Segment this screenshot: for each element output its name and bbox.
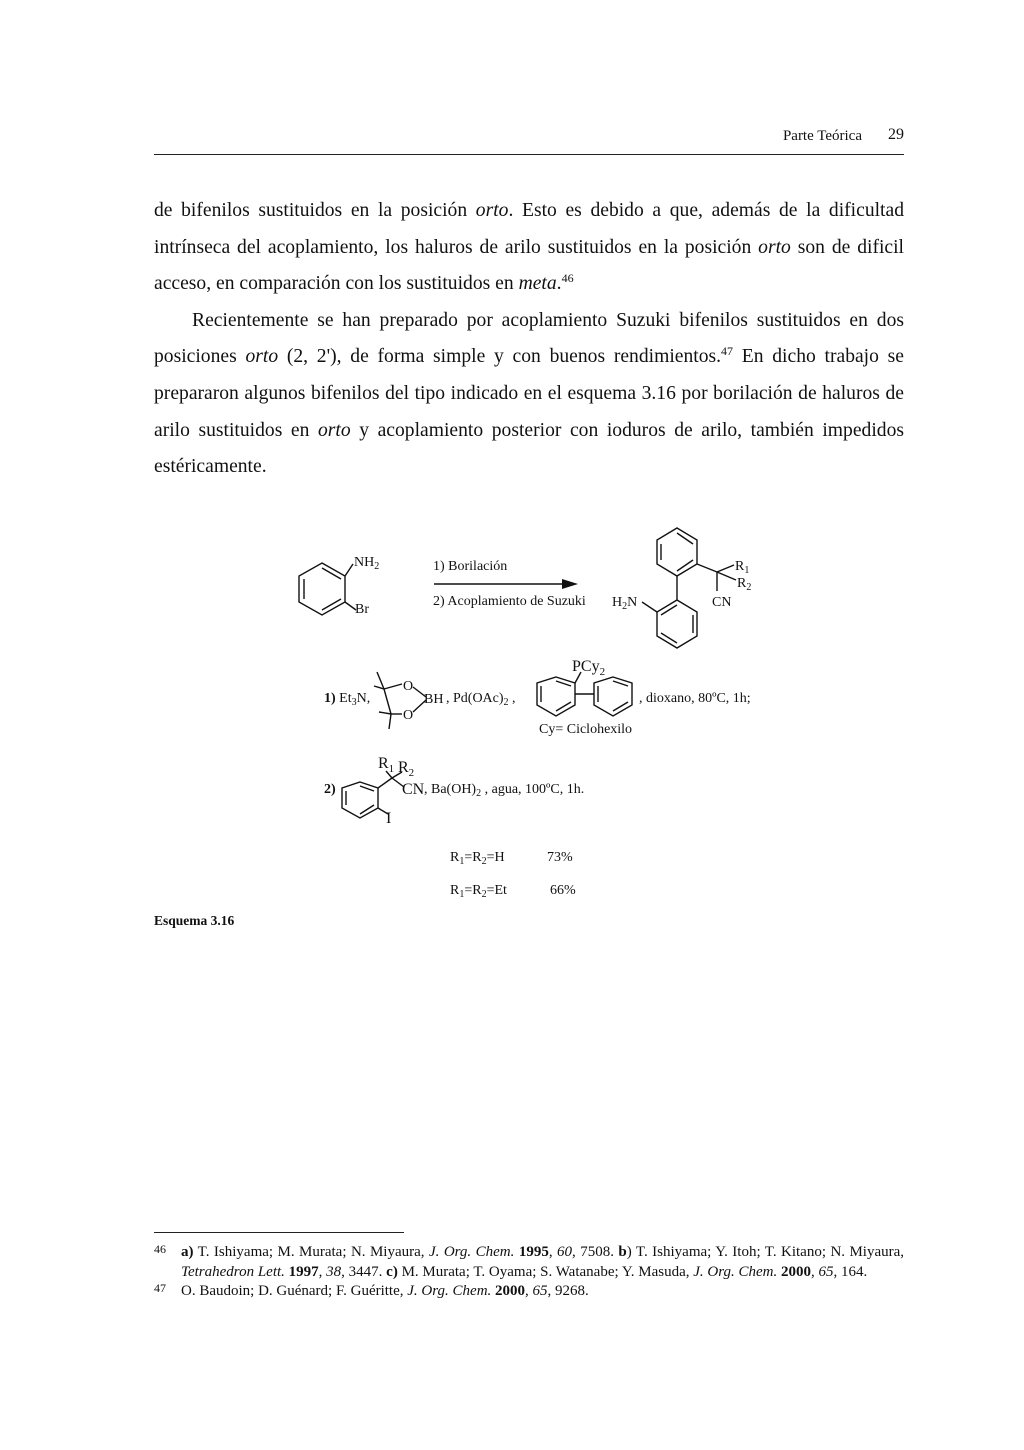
ref-journal: Tetrahedron Lett. bbox=[181, 1263, 285, 1280]
conditions-2-label: 2) bbox=[324, 782, 336, 797]
palladium-acetate: , $Pd(OAc)_2$ , bbox=[446, 691, 516, 708]
iodide-nitrile-label: CN bbox=[402, 781, 425, 798]
ref-separator: , bbox=[548, 1244, 558, 1260]
text-run: En dicho trabajo se prepararon algunos bifenilos del tipo indicado en el esquema 3.16 por borilación de haluros de arilo sustituidos en bbox=[154, 346, 904, 441]
iodine-label: I bbox=[386, 810, 392, 827]
footnote-rule bbox=[154, 1232, 404, 1233]
ref-journal: J. Org. Chem. bbox=[407, 1283, 492, 1299]
italic-run: orto bbox=[758, 236, 791, 258]
yield-substituents: $R_1=R_2=H$ bbox=[450, 850, 505, 867]
yield-substituents: $R_1=R_2=Et$ bbox=[450, 883, 507, 900]
benzene-ring-start bbox=[299, 563, 356, 615]
italic-run: orto bbox=[317, 419, 351, 441]
ref-separator: , bbox=[318, 1263, 327, 1280]
footnotes bbox=[154, 1243, 904, 1302]
footnote-47 bbox=[154, 1282, 904, 1302]
ref-year: 1997 bbox=[288, 1263, 319, 1280]
ref-year: 1995 bbox=[518, 1244, 549, 1260]
yield-value: 73% bbox=[547, 850, 573, 865]
ref-tag: a) bbox=[181, 1244, 194, 1260]
ref-year: 2000 bbox=[781, 1263, 812, 1280]
iodide-r2-label: $R_2$ bbox=[398, 759, 415, 779]
step-borylation: 1) Borilación bbox=[433, 559, 508, 574]
text-run: (2, 2'), de forma simple y con buenos rendimientos. bbox=[278, 346, 722, 368]
bromo-label: Br bbox=[355, 602, 369, 617]
footnote-mark: 47 bbox=[154, 1281, 166, 1295]
ref-volume: 60 bbox=[557, 1244, 573, 1260]
product-r1-label: $R_1$ bbox=[735, 559, 750, 576]
boronate-oxygen-2: O bbox=[403, 708, 414, 723]
conditions-2-tail: , $Ba(OH)_2$ , agua, 100ºC, 1h. bbox=[424, 782, 585, 799]
ref-pages: , 3447. bbox=[341, 1263, 387, 1280]
text-run: Recientemente se han preparado por acoplamiento Suzuki bifenilos sustituidos en dos posiciones bbox=[154, 309, 904, 368]
ref-authors: M. Murata; T. Oyama; S. Watanabe; Y. Masuda, bbox=[397, 1263, 694, 1280]
iodide-r1-label: $R_1$ bbox=[378, 755, 395, 775]
scheme-caption: Esquema 3.16 bbox=[154, 913, 235, 928]
step-suzuki-coupling: 2) Acoplamiento de Suzuki bbox=[433, 594, 586, 609]
header-section-title: Parte Teórica bbox=[782, 128, 862, 144]
product-r2-label: $R_2$ bbox=[737, 576, 752, 593]
ref-separator: , bbox=[811, 1263, 819, 1280]
boronate-oxygen-1: O bbox=[403, 679, 414, 694]
text-run: . bbox=[556, 273, 562, 295]
page-number: 29 bbox=[888, 126, 904, 143]
yield-row bbox=[450, 850, 573, 867]
footnote-ref-47[interactable]: 47 bbox=[721, 344, 734, 359]
benzene-ring-product-bottom bbox=[642, 600, 697, 648]
ref-authors: O. Baudoin; D. Guénard; F. Guéritte, bbox=[181, 1283, 408, 1299]
product-nitrile-label: CN bbox=[712, 595, 732, 610]
ref-journal: J. Org. Chem. bbox=[693, 1263, 778, 1280]
aryl-iodide-structure bbox=[342, 771, 404, 818]
text-run: de bifenilos sustituidos en la posición bbox=[154, 200, 476, 221]
conditions-1-tail: , dioxano, 80ºC, 1h; bbox=[639, 691, 751, 706]
amine-label: $NH_2$ bbox=[354, 555, 380, 572]
cyclohexyl-note: Cy= Ciclohexilo bbox=[539, 722, 633, 737]
ref-pages: , 7508. bbox=[572, 1244, 619, 1260]
text-run: . Esto es debido a que, además de la dificultad intrínseca del acoplamiento, los haluros de arilo sustituidos en la posición bbox=[154, 200, 904, 258]
pinacolborane-structure bbox=[374, 672, 426, 729]
ref-authors: ) T. Ishiyama; Y. Itoh; T. Kitano; N. Miyaura, bbox=[626, 1244, 905, 1260]
italic-run: meta bbox=[518, 273, 557, 295]
ref-tag: c) bbox=[386, 1263, 398, 1280]
ref-pages: , 164. bbox=[833, 1263, 868, 1280]
ref-year: 2000 bbox=[495, 1283, 526, 1299]
yield-row bbox=[450, 883, 576, 900]
phosphine-label: PCy$_2$ bbox=[572, 658, 606, 678]
ref-pages: , 9268. bbox=[547, 1283, 589, 1299]
footnote-ref-46[interactable]: 46 bbox=[561, 271, 574, 286]
yield-value: 66% bbox=[550, 883, 576, 898]
footnote-mark: 46 bbox=[154, 1242, 166, 1256]
ref-authors: T. Ishiyama; M. Murata; N. Miyaura, bbox=[193, 1244, 429, 1260]
ref-volume: 38 bbox=[326, 1263, 342, 1280]
ref-tag: b bbox=[618, 1244, 627, 1260]
italic-run: orto bbox=[245, 346, 279, 368]
text-run: son de dificil acceso, en comparación con los sustituidos en bbox=[154, 236, 905, 295]
ref-volume: 65 bbox=[818, 1263, 834, 1280]
ref-separator: , bbox=[525, 1283, 533, 1299]
arrow-head bbox=[562, 579, 578, 589]
italic-run: orto bbox=[475, 200, 509, 221]
borane-label: BH bbox=[424, 692, 444, 707]
benzene-ring-product-top bbox=[657, 528, 736, 591]
ref-volume: 65 bbox=[532, 1283, 548, 1299]
conditions-1: 1) $Et_3N$, bbox=[324, 691, 371, 708]
biphenylphosphine-structure bbox=[537, 672, 632, 716]
footnote-46 bbox=[154, 1243, 904, 1282]
product-amine-label: $H_2N$ bbox=[612, 595, 638, 612]
ref-journal: J. Org. Chem. bbox=[428, 1244, 515, 1260]
text-run: y acoplamiento posterior con ioduros de arilo, también impedidos estéricamente. bbox=[154, 419, 904, 478]
